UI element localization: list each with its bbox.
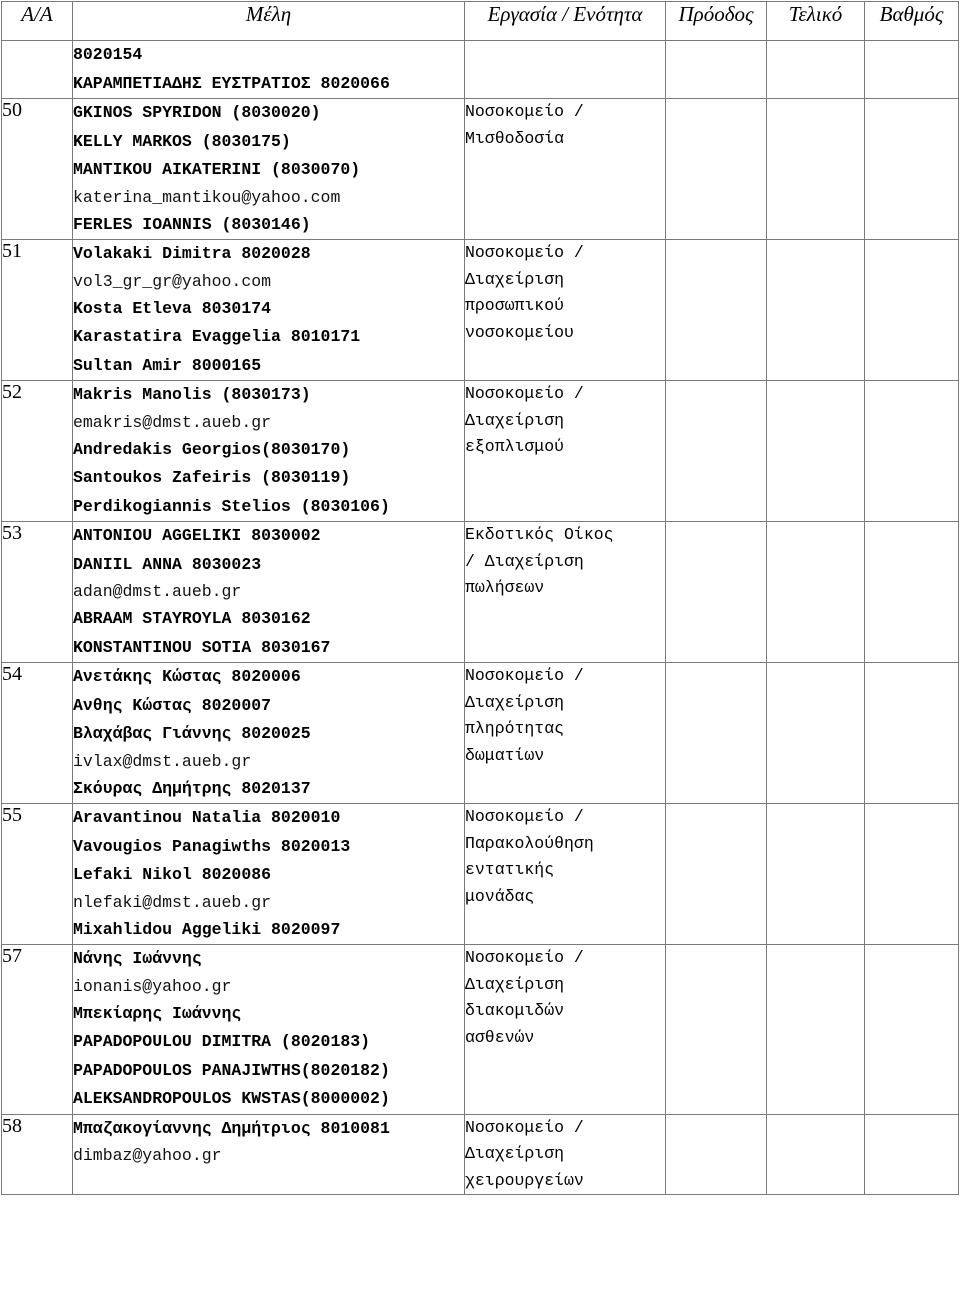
member-name: Σκόυρας Δημήτρης 8020137 [73,778,311,798]
final-cell [767,804,865,945]
grade-cell [865,41,959,99]
header-grade: Βαθμός [865,2,959,41]
member-email: ionanis@yahoo.gr [73,976,232,996]
group-number: 50 [2,99,73,240]
member-name: MANTIKOU AIKATERINI (8030070) [73,160,361,179]
member-email: nlefaki@dmst.aueb.gr [73,892,272,912]
work-cell [465,381,666,522]
work-line: Νοσοκομείο / [465,948,584,967]
member-name: Karastatira Evaggelia 8010171 [73,327,361,346]
grade-cell [865,945,959,1115]
member-name: KELLY MARKOS (8030175) [73,131,291,151]
member-email: ivlax@dmst.aueb.gr [73,751,252,771]
table-row [2,663,959,804]
final-cell [767,1114,865,1195]
work-line: χειρουργείων [465,1170,584,1190]
table-body [2,41,959,1195]
member-name: Aravantinou Natalia 8020010 [73,808,341,827]
grade-cell [865,663,959,804]
members-cell [73,1114,465,1195]
grade-cell [865,804,959,945]
work-line: εντατικής [465,860,555,879]
member-name: Βλαχάβας Γιάννης 8020025 [73,724,311,743]
final-cell [767,240,865,381]
member-name: Perdikogiannis Stelios (8030106) [73,496,390,516]
group-number: 55 [2,804,73,945]
member-name: GKINOS SPYRIDON (8030020) [73,103,321,122]
group-number: 51 [2,240,73,381]
group-number: 58 [2,1114,73,1195]
work-line: Παρακολούθηση [465,833,594,853]
members-cell [73,99,465,240]
work-line: Διαχείριση [465,269,565,289]
work-line: Εκδοτικός Οίκος [465,525,614,544]
table-row [2,381,959,522]
member-name: 8020154 [73,45,143,64]
final-cell [767,381,865,522]
work-line: Μισθοδοσία [465,128,565,148]
work-cell [465,522,666,663]
work-line: Νοσοκομείο / [465,102,584,121]
members-cell [73,663,465,804]
progress-cell [666,522,767,663]
progress-cell [666,663,767,804]
member-name: Makris Manolis (8030173) [73,385,311,404]
group-number: 54 [2,663,73,804]
grade-cell [865,381,959,522]
grade-cell [865,240,959,381]
member-name: PAPADOPOULOU DIMITRA (8020183) [73,1032,371,1051]
member-name: Andredakis Georgios(8030170) [73,439,351,459]
table-header [2,2,959,41]
work-line: Νοσοκομείο / [465,243,584,262]
member-email: dimbaz@yahoo.gr [73,1146,222,1165]
progress-cell [666,945,767,1115]
member-name: DANIIL ANNA 8030023 [73,554,262,574]
work-line: / Διαχείριση [465,551,584,571]
member-email: adan@dmst.aueb.gr [73,582,242,601]
member-name: Kosta Etleva 8030174 [73,298,272,318]
table-row [2,41,959,99]
header-work: Εργασία / Ενότητα [465,2,666,41]
work-line: Νοσοκομείο / [465,384,584,403]
work-line: εξοπλισμού [465,437,565,456]
grade-cell [865,99,959,240]
work-cell [465,41,666,99]
final-cell [767,41,865,99]
work-cell [465,240,666,381]
progress-cell [666,804,767,945]
table-row [2,240,959,381]
member-email: katerina_mantikou@yahoo.com [73,187,341,207]
progress-cell [666,381,767,522]
work-cell [465,1114,666,1195]
work-line: Νοσοκομείο / [465,1117,584,1137]
member-name: Santoukos Zafeiris (8030119) [73,468,351,487]
work-line: Νοσοκομείο / [465,807,584,826]
table-row [2,1114,959,1195]
work-line: Διαχείριση [465,692,565,712]
grade-cell [865,1114,959,1195]
work-line: προσωπικού [465,296,565,315]
work-cell [465,804,666,945]
final-cell [767,663,865,804]
work-cell [465,945,666,1115]
table-row [2,522,959,663]
member-name: ALEKSANDROPOULOS KWSTAS(8000002) [73,1089,390,1108]
table-row [2,945,959,1115]
members-cell [73,945,465,1115]
member-name: Volakaki Dimitra 8020028 [73,244,311,263]
final-cell [767,99,865,240]
member-name: Μπαζακογίαννης Δημήτριος 8010081 [73,1118,390,1138]
work-line: δωματίων [465,745,545,765]
final-cell [767,945,865,1115]
member-name: ANTONIOU AGGELIKI 8030002 [73,526,321,545]
work-line: διακομιδών [465,1001,565,1020]
member-name: Μπεκίαρης Ιωάννης [73,1003,242,1023]
work-cell [465,99,666,240]
member-name: ABRAAM STAYROYLA 8030162 [73,609,311,628]
header-members: Μέλη [73,2,465,41]
work-line: Νοσοκομείο / [465,666,584,685]
member-name: Ανετάκης Κώστας 8020006 [73,667,301,686]
table-row [2,804,959,945]
work-line: Διαχείριση [465,974,565,994]
grade-cell [865,522,959,663]
group-number: 53 [2,522,73,663]
header-aa: Α/Α [2,2,73,41]
members-cell [73,381,465,522]
members-cell [73,41,465,99]
members-cell [73,240,465,381]
progress-cell [666,240,767,381]
progress-cell [666,41,767,99]
member-name: KONSTANTINOU SOTIA 8030167 [73,637,331,657]
group-number: 52 [2,381,73,522]
members-cell [73,804,465,945]
work-line: Διαχείριση [465,1144,565,1163]
member-name: Vavougios Panagiwths 8020013 [73,836,351,856]
member-name: Lefaki Nikol 8020086 [73,865,272,884]
member-name: Sultan Amir 8000165 [73,355,262,375]
table-row [2,99,959,240]
work-line: ασθενών [465,1027,535,1047]
group-number: 57 [2,945,73,1115]
member-name: Mixahlidou Aggeliki 8020097 [73,919,341,939]
progress-cell [666,1114,767,1195]
member-name: FERLES IOANNIS (8030146) [73,214,311,234]
members-cell [73,522,465,663]
header-final: Τελικό [767,2,865,41]
member-email: emakris@dmst.aueb.gr [73,412,272,432]
header-progress: Πρόοδος [666,2,767,41]
member-name: Ανθης Κώστας 8020007 [73,695,272,715]
final-cell [767,522,865,663]
progress-cell [666,99,767,240]
group-number [2,41,73,99]
member-name: ΚΑΡΑΜΠΕΤΙΑΔΗΣ ΕΥΣΤΡΑΤΙΟΣ 8020066 [73,73,390,93]
work-cell [465,663,666,804]
projects-table [1,1,959,1195]
work-line: νοσοκομείου [465,322,574,342]
member-name: Νάνης Ιωάννης [73,949,202,968]
work-line: πληρότητας [465,719,565,738]
work-line: πωλήσεων [465,578,545,597]
work-line: μονάδας [465,886,535,906]
member-email: vol3_gr_gr@yahoo.com [73,271,272,291]
work-line: Διαχείριση [465,410,565,430]
member-name: PAPADOPOULOS PANAJIWTHS(8020182) [73,1060,390,1080]
